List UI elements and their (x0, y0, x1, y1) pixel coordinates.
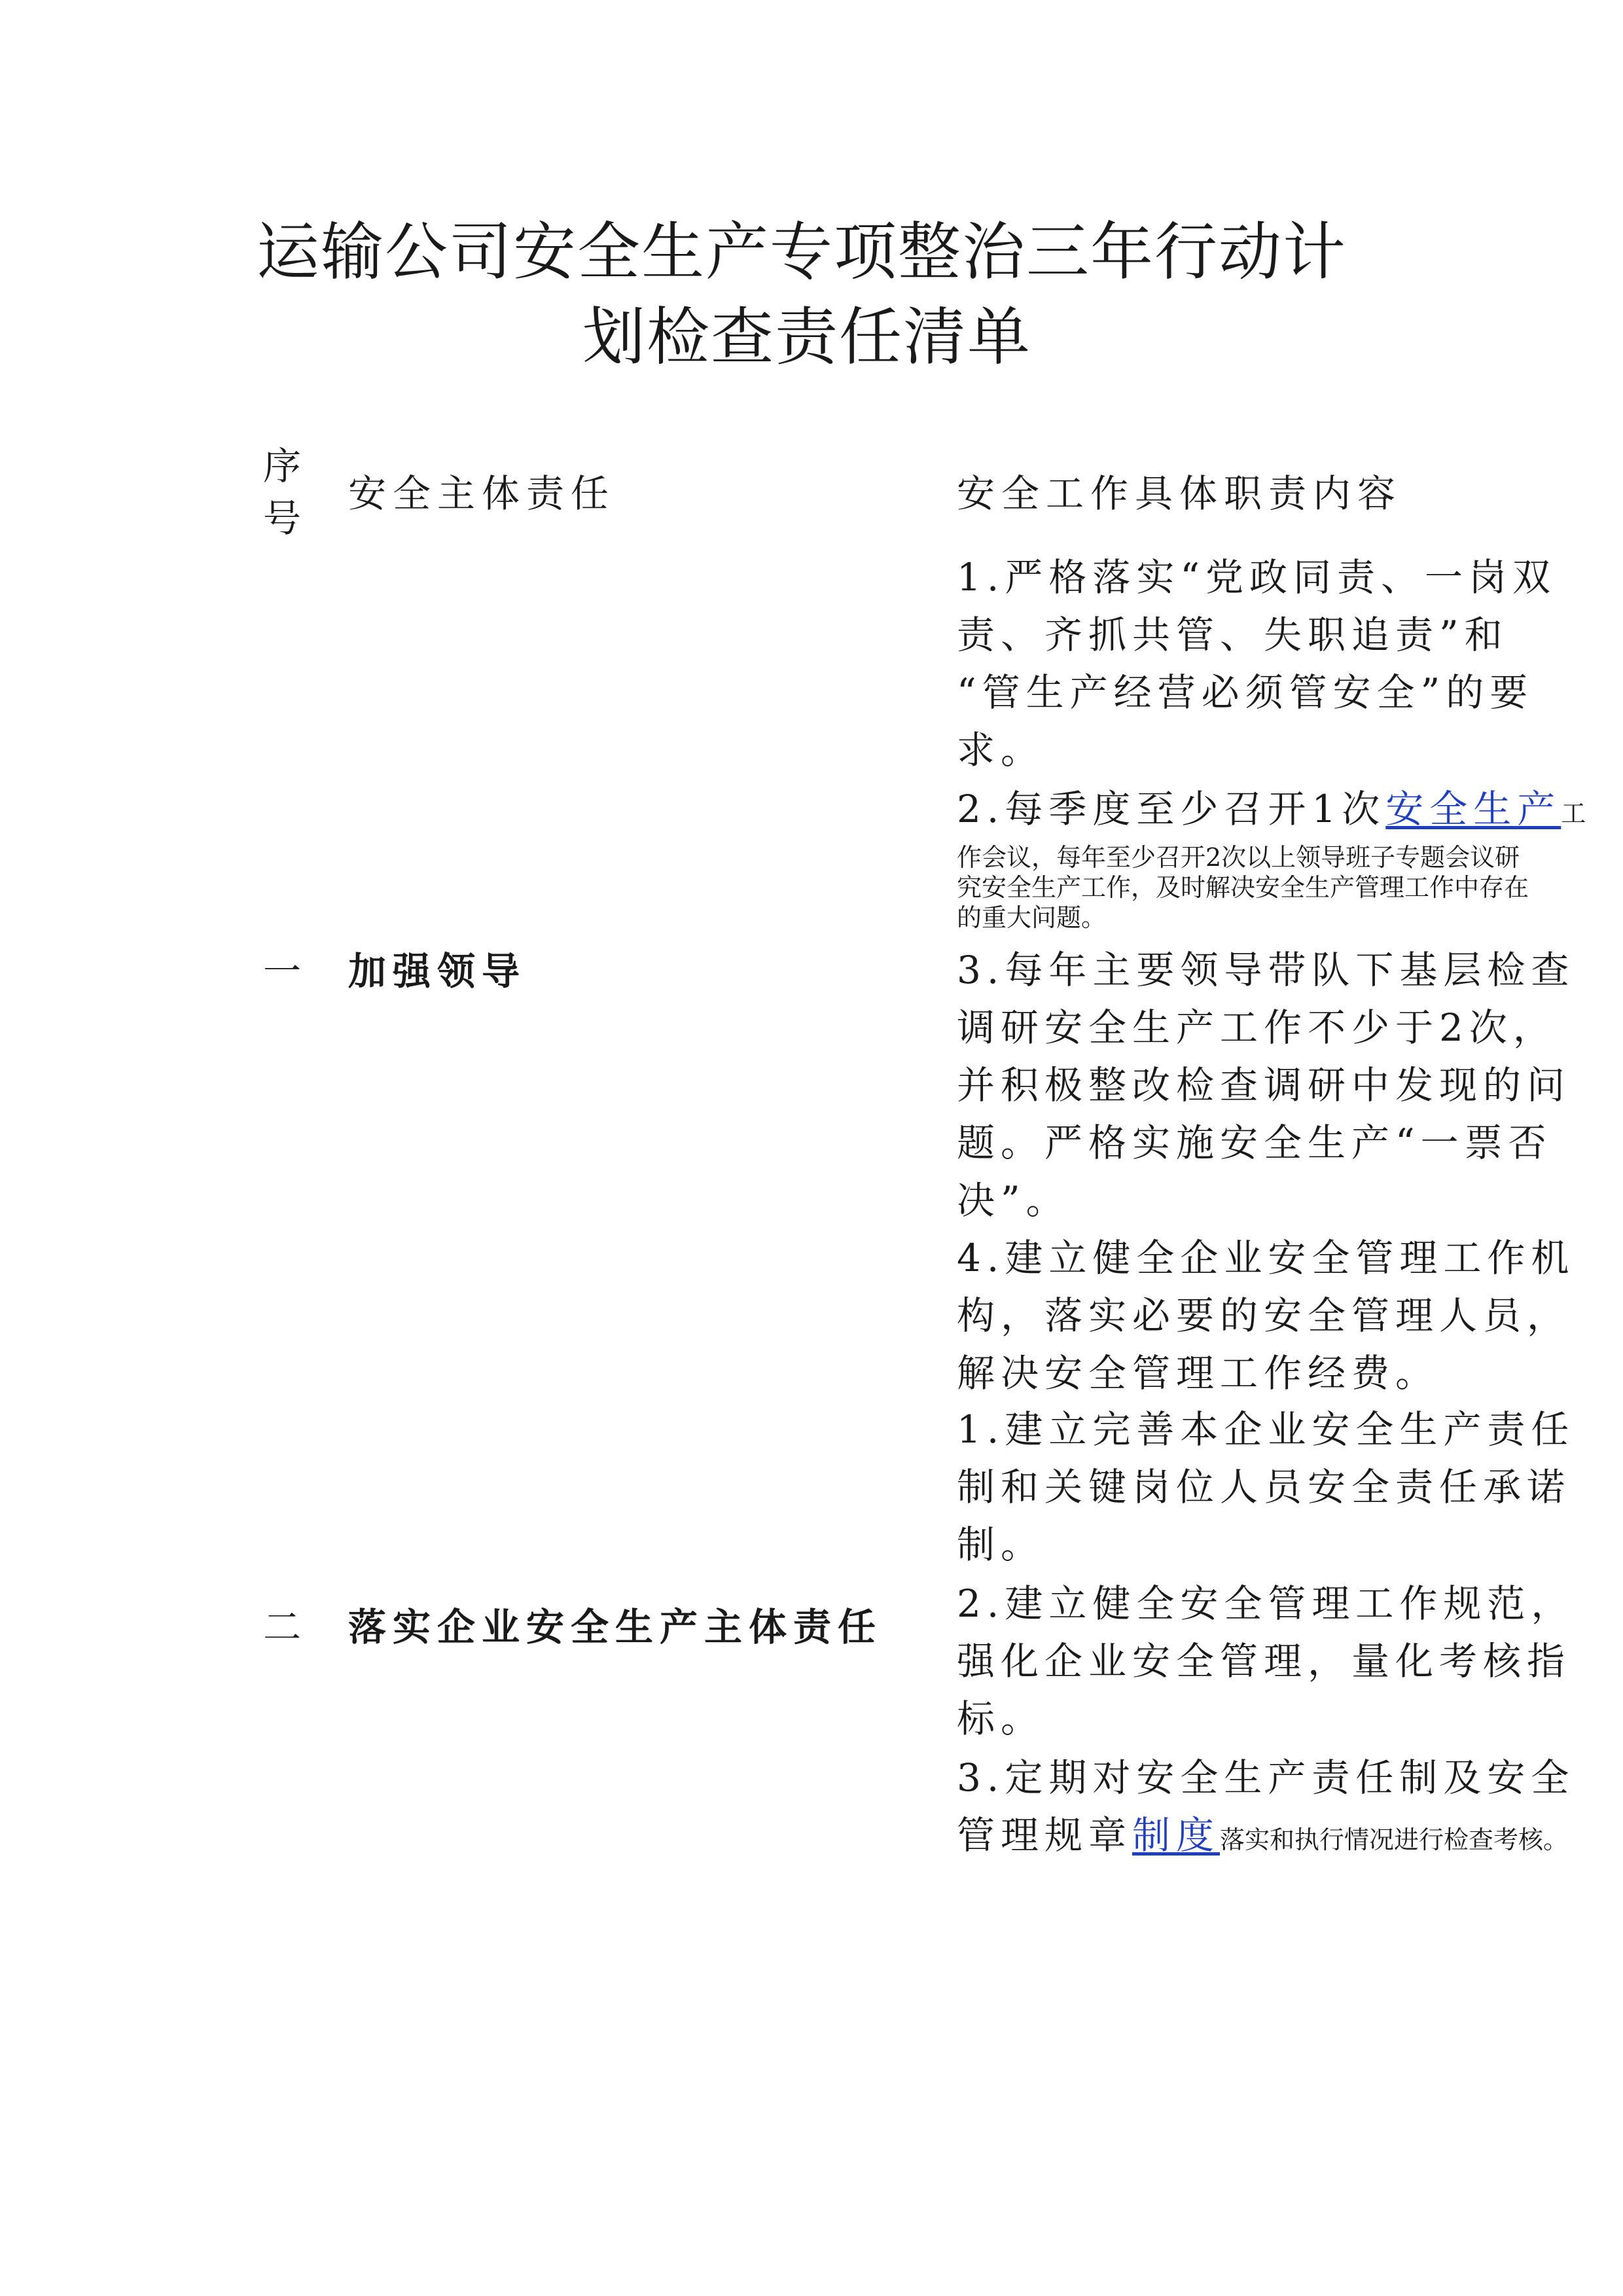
row-1-item-4-line-2: 构，落实必要的安全管理人员， (957, 1293, 1571, 1338)
header-seq-bottom: 号 (263, 496, 308, 541)
row-1-item-1-line-1: 1.严格落实“党政同责、一岗双 (957, 555, 1556, 600)
safety-production-link[interactable]: 安全生产 (1385, 787, 1561, 831)
row-2-item-3-suffix: 落实和执行情况进行检查考核。 (1220, 1825, 1569, 1854)
row-2-item-2-line-1: 2.建立健全安全管理工作规范， (957, 1581, 1575, 1626)
header-subject: 安全主体责任 (348, 471, 616, 516)
row-2-item-1-line-3: 制。 (957, 1522, 1045, 1567)
row-2-item-1-line-1: 1.建立完善本企业安全生产责任 (957, 1407, 1575, 1452)
row-1-item-1-line-4: 求。 (957, 728, 1045, 772)
row-2-item-1-line-2: 制和关键岗位人员安全责任承诺 (957, 1465, 1571, 1509)
row-1-item-3-line-5: 决”。 (957, 1178, 1070, 1223)
row-1-item-4-line-1: 4.建立健全企业安全管理工作机 (957, 1236, 1575, 1280)
row-2-item-2-line-2: 强化企业安全管理，量化考核指 (957, 1639, 1571, 1683)
header-seq (263, 440, 308, 545)
row-1-item-2-line-4: 的重大问题。 (957, 903, 1107, 932)
row-2-item-2-line-3: 标。 (957, 1696, 1045, 1741)
row-1-item-3-line-4: 题。严格实施安全生产“一票否 (957, 1121, 1552, 1165)
row-1-item-2-line-1 (957, 780, 1586, 842)
row-1-item-3 (957, 941, 1575, 1229)
row-2-item-3-prefix: 管理规章 (957, 1813, 1133, 1857)
row-2-item-2 (957, 1575, 1575, 1748)
row-1-item-2-prefix: 2.每季度至少召开1次 (957, 787, 1386, 831)
row-1-item-3-line-1: 3.每年主要领导带队下基层检查 (957, 948, 1575, 992)
header-seq-top: 序 (263, 444, 308, 488)
row-2-item-3-line-2 (957, 1806, 1572, 1869)
row-1-item-4 (957, 1229, 1575, 1402)
row-2-seq: 二 (263, 1605, 308, 1649)
row-1-item-2-suffix: 工 (1561, 799, 1586, 828)
row-1-item-2-line-3: 究安全生产工作，及时解决安全生产管理工作中存在 (957, 873, 1529, 902)
row-1-item-3-line-2: 调研安全生产工作不少于2次， (957, 1005, 1557, 1050)
system-link[interactable]: 制度 (1132, 1813, 1221, 1857)
row-2-item-3-line-1: 3.定期对安全生产责任制及安全 (957, 1755, 1575, 1800)
row-1-subject: 加强领导 (348, 949, 527, 994)
row-2-item-1 (957, 1401, 1575, 1573)
row-1-item-1-line-2: 责、齐抓共管、失职追责”和 (957, 613, 1508, 657)
row-2-item-3 (957, 1749, 1575, 1869)
row-1-item-3-line-3: 并积极整改检查调研中发现的问 (957, 1063, 1571, 1107)
row-1-item-2 (957, 780, 1586, 933)
row-1-item-4-line-3: 解决安全管理工作经费。 (957, 1351, 1440, 1395)
row-1-item-1-line-3: “管生产经营必须管安全”的要 (957, 670, 1534, 715)
document-title-line-1: 运输公司安全生产专项整治三年行动计 (257, 215, 1347, 289)
document-title-line-2: 划检查责任清单 (582, 300, 1031, 374)
row-2-subject: 落实企业安全生产主体责任 (348, 1605, 883, 1649)
row-1-item-2-line-2: 作会议，每年至少召开2次以上领导班子专题会议研 (957, 843, 1520, 872)
row-1-seq: 一 (263, 949, 308, 994)
row-1-item-1 (957, 548, 1572, 779)
header-content: 安全工作具体职责内容 (957, 471, 1402, 516)
